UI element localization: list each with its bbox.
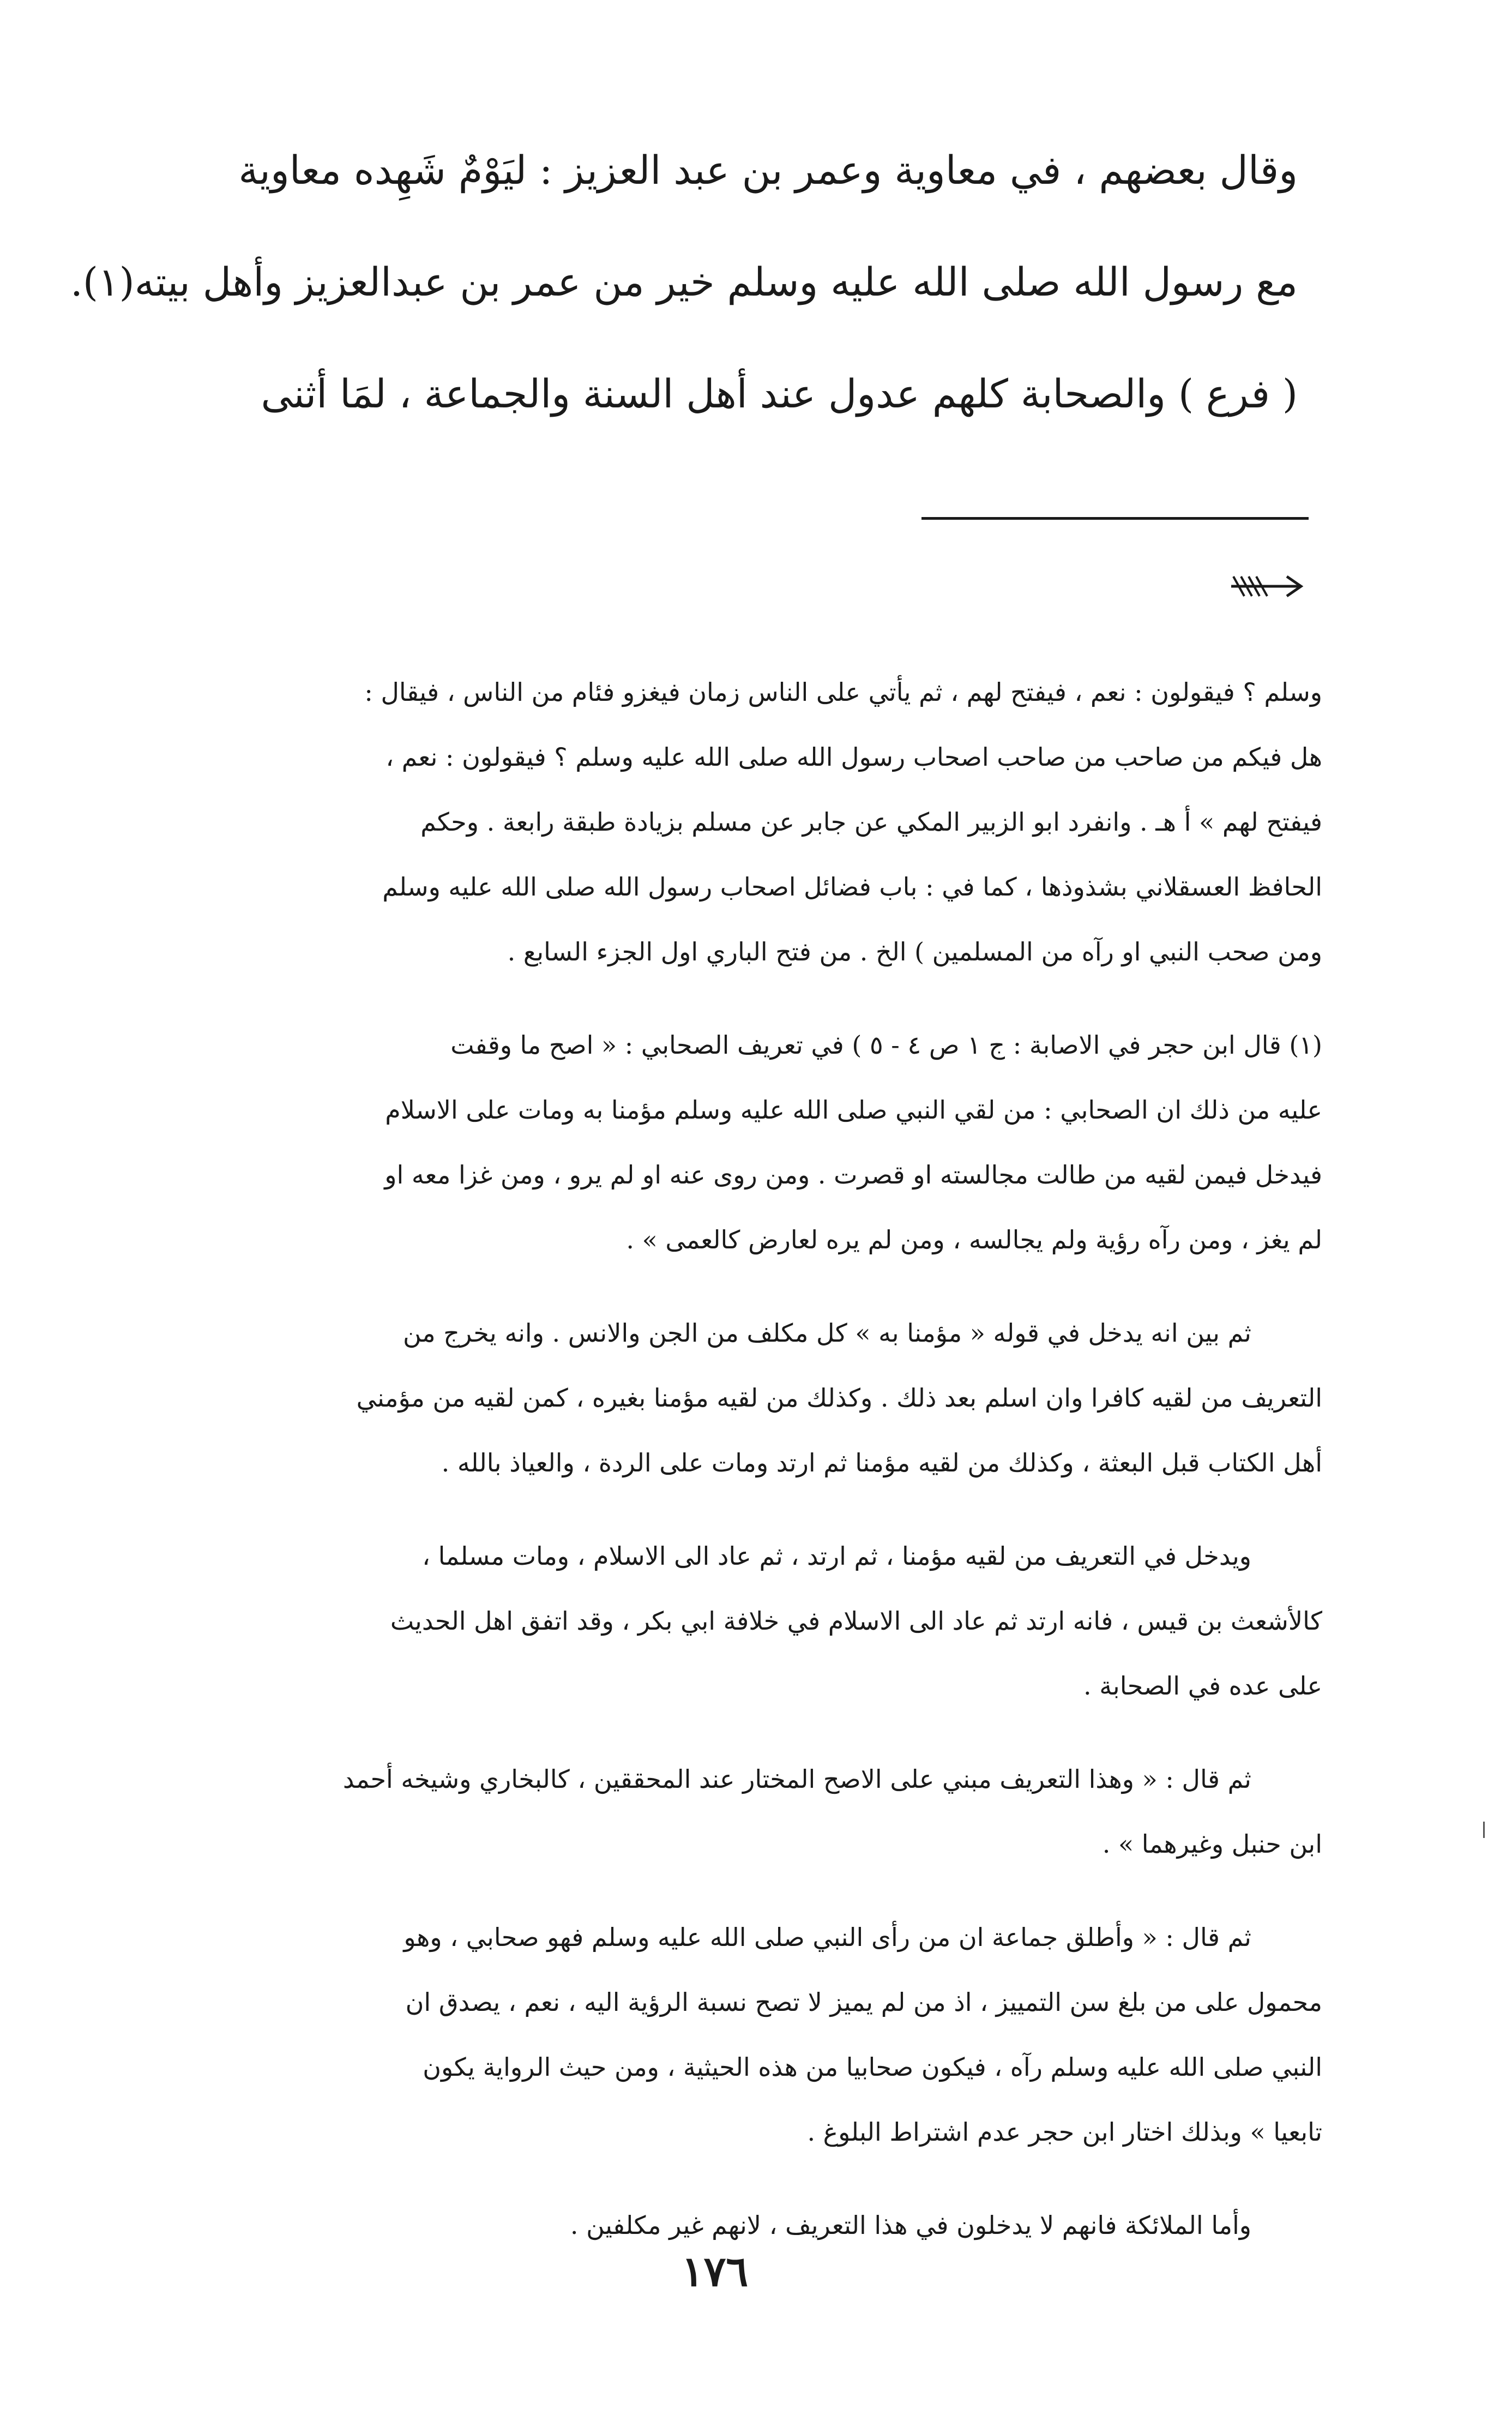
footnote-line: محمول على من بلغ سن التمييز ، اذ من لم يميز لا تصح نسبة الرؤية اليه ، نعم ، يصدق ان	[405, 1987, 1322, 2017]
main-text-line: وقال بعضهم ، في معاوية وعمر بن عبد العزيز : ليَوْمٌ شَهِده معاوية	[238, 147, 1298, 193]
footnote-line: عليه من ذلك ان الصحابي : من لقي النبي صلى الله عليه وسلم مؤمنا به ومات على الاسلام	[385, 1095, 1322, 1125]
footnote-line: على عده في الصحابة .	[1083, 1671, 1322, 1701]
footnote-line: فيفتح لهم » أ هـ . وانفرد ابو الزبير المكي عن جابر عن مسلم بزيادة طبقة رابعة . وحكم	[420, 807, 1322, 837]
footnote-line: التعريف من لقيه كافرا وان اسلم بعد ذلك . وكذلك من لقيه مؤمنا بغيره ، كمن لقيه من مؤمني	[356, 1383, 1322, 1413]
footnotes-block	[117, 660, 1322, 2286]
footnote-line: ابن حنبل وغيرهما » .	[1102, 1829, 1322, 1859]
footnote-line: ويدخل في التعريف من لقيه مؤمنا ، ثم ارتد ، ثم عاد الى الاسلام ، ومات مسلما ،	[422, 1541, 1251, 1571]
footnote-line: ثم قال : « وهذا التعريف مبني على الاصح المختار عند المحققين ، كالبخاري وشيخه أحمد	[342, 1764, 1251, 1794]
footnote-line: كالأشعث بن قيس ، فانه ارتد ثم عاد الى الاسلام في خلافة ابي بكر ، وقد اتفق اهل الحديث	[390, 1606, 1322, 1636]
footnote-line: أهل الكتاب قبل البعثة ، وكذلك من لقيه مؤمنا ثم ارتد ومات على الردة ، والعياذ بالله .	[441, 1448, 1322, 1477]
footnote-line: الحافظ العسقلاني بشذوذها ، كما في : باب فضائل اصحاب رسول الله صلى الله عليه وسلم	[382, 872, 1322, 902]
footnote-line: النبي صلى الله عليه وسلم رآه ، فيكون صحابيا من هذه الحيثية ، ومن حيث الرواية يكون	[423, 2052, 1322, 2082]
footnote-line: (١) قال ابن حجر في الاصابة : ج ١ ص ٤ - ٥ ) في تعريف الصحابي : « اصح ما وقفت	[450, 1030, 1322, 1060]
footnote-line: وأما الملائكة فانهم لا يدخلون في هذا التعريف ، لانهم غير مكلفين .	[570, 2210, 1251, 2240]
scan-artifact-mark	[1483, 1822, 1485, 1838]
footnote-paragraph	[117, 1301, 1322, 1495]
footnote-line: هل فيكم من صاحب من صاحب اصحاب رسول الله صلى الله عليه وسلم ؟ فيقولون : نعم ،	[385, 742, 1322, 772]
footnote-line: تابعيا » وبذلك اختار ابن حجر عدم اشتراط البلوغ .	[807, 2117, 1322, 2147]
arrow-ornament-icon	[1226, 564, 1308, 608]
footnote-paragraph	[117, 660, 1322, 984]
footnote-paragraph	[117, 1524, 1322, 1719]
footnote-line: ثم بين انه يدخل في قوله « مؤمنا به » كل مكلف من الجن والانس . وانه يخرج من	[402, 1318, 1251, 1348]
footnote-line: وسلم ؟ فيقولون : نعم ، فيفتح لهم ، ثم يأتي على الناس زمان فيغزو فئام من الناس ، فيقال :	[364, 677, 1322, 707]
footnote-paragraph	[117, 1747, 1322, 1877]
page-number: ١٧٦	[681, 2247, 749, 2296]
footnote-paragraph	[117, 1013, 1322, 1272]
footnote-separator-rule	[921, 517, 1309, 520]
footnote-line: ثم قال : « وأطلق جماعة ان من رأى النبي صلى الله عليه وسلم فهو صحابي ، وهو	[403, 1923, 1251, 1952]
main-text-line: ( فرع ) والصحابة كلهم عدول عند أهل السنة والجماعة ، لمَا أثنى	[261, 371, 1298, 417]
footnote-paragraph	[117, 1905, 1322, 2165]
footnote-line: ومن صحب النبي او رآه من المسلمين ) الخ . من فتح الباري اول الجزء السابع .	[507, 937, 1322, 966]
footnote-line: فيدخل فيمن لقيه من طالت مجالسته او قصرت . ومن روى عنه او لم يرو ، ومن غزا معه او	[384, 1160, 1322, 1190]
footnote-line: لم يغز ، ومن رآه رؤية ولم يجالسه ، ومن لم يره لعارض كالعمى » .	[626, 1225, 1322, 1254]
main-text-line: مع رسول الله صلى الله عليه وسلم خير من عمر بن عبدالعزيز وأهل بيته(١).	[70, 259, 1298, 305]
main-text-block	[70, 115, 1298, 450]
